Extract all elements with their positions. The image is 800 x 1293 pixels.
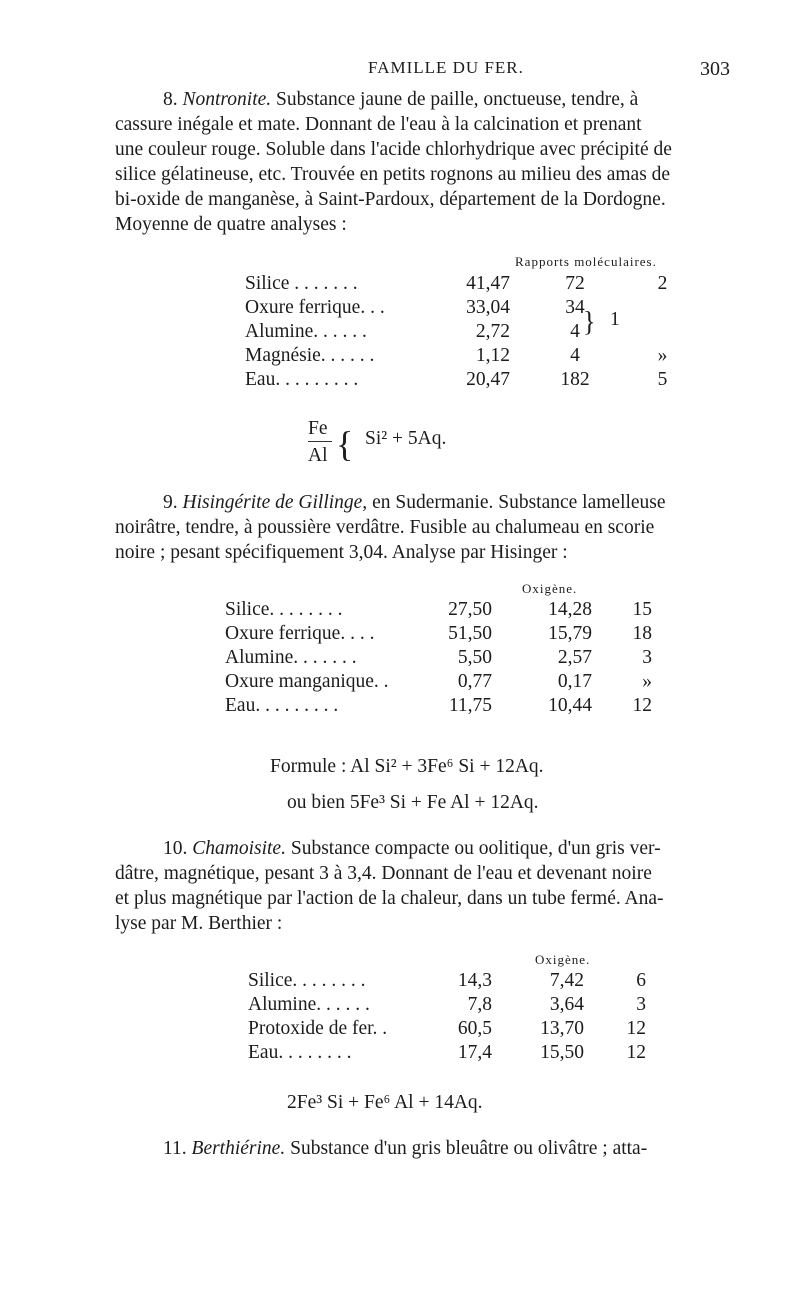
text-line: dâtre, magnétique, pesant 3 à 3,4. Donnant de l'eau et devenant noire [115,863,652,884]
formula-bottom: Al [308,445,328,466]
running-title: FAMILLE DU FER. [368,58,524,77]
text-line: Substance jaune de paille, onctueuse, tendre, à [276,89,639,110]
mineral-name: Nontronite. [182,89,272,110]
nontronite-first-line [163,87,748,112]
column-header: Rapports moléculaires. [515,254,657,269]
text-line: en Sudermanie. Substance lamelleuse [372,492,666,513]
formula-rule [308,441,332,442]
table-row: Silice. . . . . . . . 27,50 14,28 15 [225,599,652,620]
table-row: Oxure ferrique. . . 33,04 34 [245,297,585,318]
formula-line: 2Fe³ Si + Fe⁶ Al + 14Aq. [287,1092,483,1113]
brace-glyph: } [583,305,596,338]
analysis-table [225,598,652,718]
text-line: Moyenne de quatre analyses : [115,214,347,235]
table-row: Eau. . . . . . . . 17,4 15,50 12 [248,1042,646,1063]
formula-line: Formule : Al Si² + 3Fe⁶ Si + 12Aq. [270,756,544,777]
formula-top: Fe [308,418,328,439]
text-line: lyse par M. Berthier : [115,913,283,934]
brace-value: 1 [610,309,620,330]
mineral-name: Chamoisite. [192,838,286,859]
hisingerite-first-line [163,490,748,515]
mineral-name: Berthiérine. [191,1138,286,1159]
section-number: 11. [163,1138,187,1159]
table-row: Oxure ferrique. . . . 51,50 15,79 18 [225,623,652,644]
table-row: Alumine. . . . . . 2,72 4 [245,321,580,342]
mineral-name: Hisingérite de Gillinge, [182,492,368,513]
table-row: Eau. . . . . . . . . 20,47 182 5 [245,369,668,390]
column-header: Oxigène. [522,581,578,596]
analysis-table [248,969,646,1065]
formula-line: ou bien 5Fe³ Si + Fe Al + 12Aq. [287,792,539,813]
text-line: noirâtre, tendre, à poussière verdâtre. Fusible au chalumeau en scorie [115,517,655,538]
table-row: Eau. . . . . . . . . 11,75 10,44 12 [225,695,652,716]
running-header [0,58,800,84]
berthierine-first-line [163,1136,748,1161]
table-row: Silice . . . . . . . 41,47 72 2 [245,273,668,294]
text-line: cassure inégale et mate. Donnant de l'eau à la calcination et prenant [115,114,642,135]
text-line: une couleur rouge. Soluble dans l'acide chlorhydrique avec précipité de [115,139,672,160]
table-row: Magnésie. . . . . . 1,12 4 » [245,345,668,366]
text-line: Substance compacte ou oolitique, d'un gris ver- [290,838,661,859]
text-line: et plus magnétique par l'action de la chaleur, dans un tube fermé. Ana- [115,888,664,909]
table-row: Oxure manganique. . 0,77 0,17 » [225,671,652,692]
chamoisite-first-line [163,836,748,861]
table-row: Protoxide de fer. . 60,5 13,70 12 [248,1018,646,1039]
column-header: Oxigène. [535,952,591,967]
analysis-table [245,272,685,392]
section-number: 8. [163,89,178,110]
table-row: Silice. . . . . . . . 14,3 7,42 6 [248,970,646,991]
text-line: silice gélatineuse, etc. Trouvée en petits rognons au milieu des amas de [115,164,671,185]
table-row: Alumine. . . . . . . 5,50 2,57 3 [225,647,652,668]
text-line: Substance d'un gris bleuâtre ou olivâtre ; atta- [290,1138,648,1159]
formula-rest: Si² + 5Aq. [365,428,447,449]
text-line: noire ; pesant spécifiquement 3,04. Analyse par Hisinger : [115,542,568,563]
section-number: 9. [163,492,178,513]
page-number: 303 [700,58,730,80]
table-row: Alumine. . . . . . 7,8 3,64 3 [248,994,646,1015]
text-line: bi-oxide de manganèse, à Saint-Pardoux, département de la Dordogne. [115,189,666,210]
section-number: 10. [163,838,188,859]
formula-brace: { [336,424,354,464]
